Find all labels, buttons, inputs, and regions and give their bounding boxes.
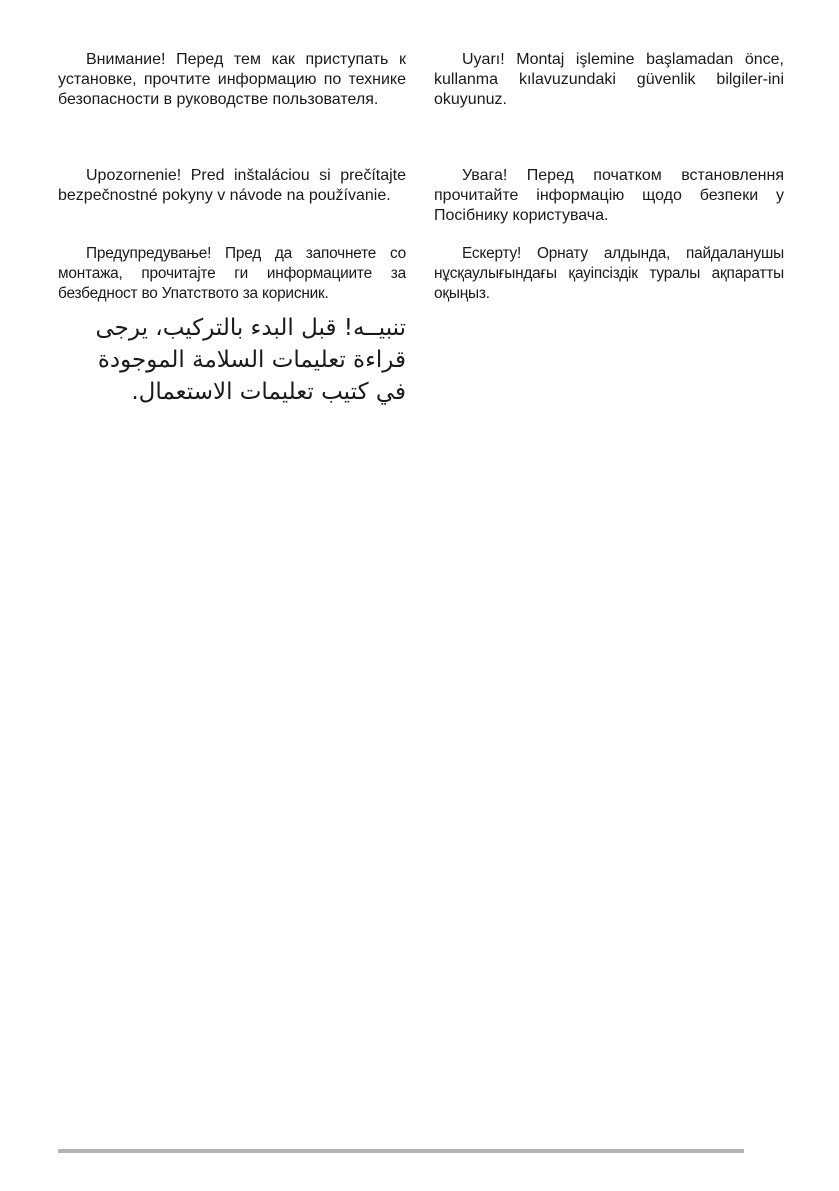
warning-slovak: Upozornenie! Pred inštaláciou si prečítajte bezpečnostné pokyny v návode na používanie. (58, 167, 406, 204)
warning-russian: Внимание! Перед тем как приступать к установке, прочтите информацию по технике безопасности в руководстве пользователя. (58, 51, 406, 108)
left-column (58, 50, 406, 304)
footer-divider (58, 1149, 744, 1153)
warning-kazakh: Ескерту! Орнату алдында, пайдаланушы нұсқаулығындағы қауіпсіздік туралы ақпаратты оқыңыз. (434, 245, 784, 302)
warning-ukrainian: Увага! Перед початком встановлення прочитайте інформацію щодо безпеки у Посібнику користувача. (434, 167, 784, 224)
warning-turkish: Uyarı! Montaj işlemine başlamadan önce, kullanma kılavuzundaki güvenlik bilgiler-ini okuyunuz. (434, 51, 784, 108)
warning-macedonian: Предупредување! Пред да започнете со монтажа, прочитајте ги информациите за безбедност во Упатството за корисник. (58, 245, 406, 302)
warning-arabic: تنبيــه! قبل البدء بالتركيب، يرجى قراءة تعليمات السلامة الموجودة في كتيب تعليمات الاستعمال. (95, 315, 406, 405)
right-column (434, 50, 784, 304)
